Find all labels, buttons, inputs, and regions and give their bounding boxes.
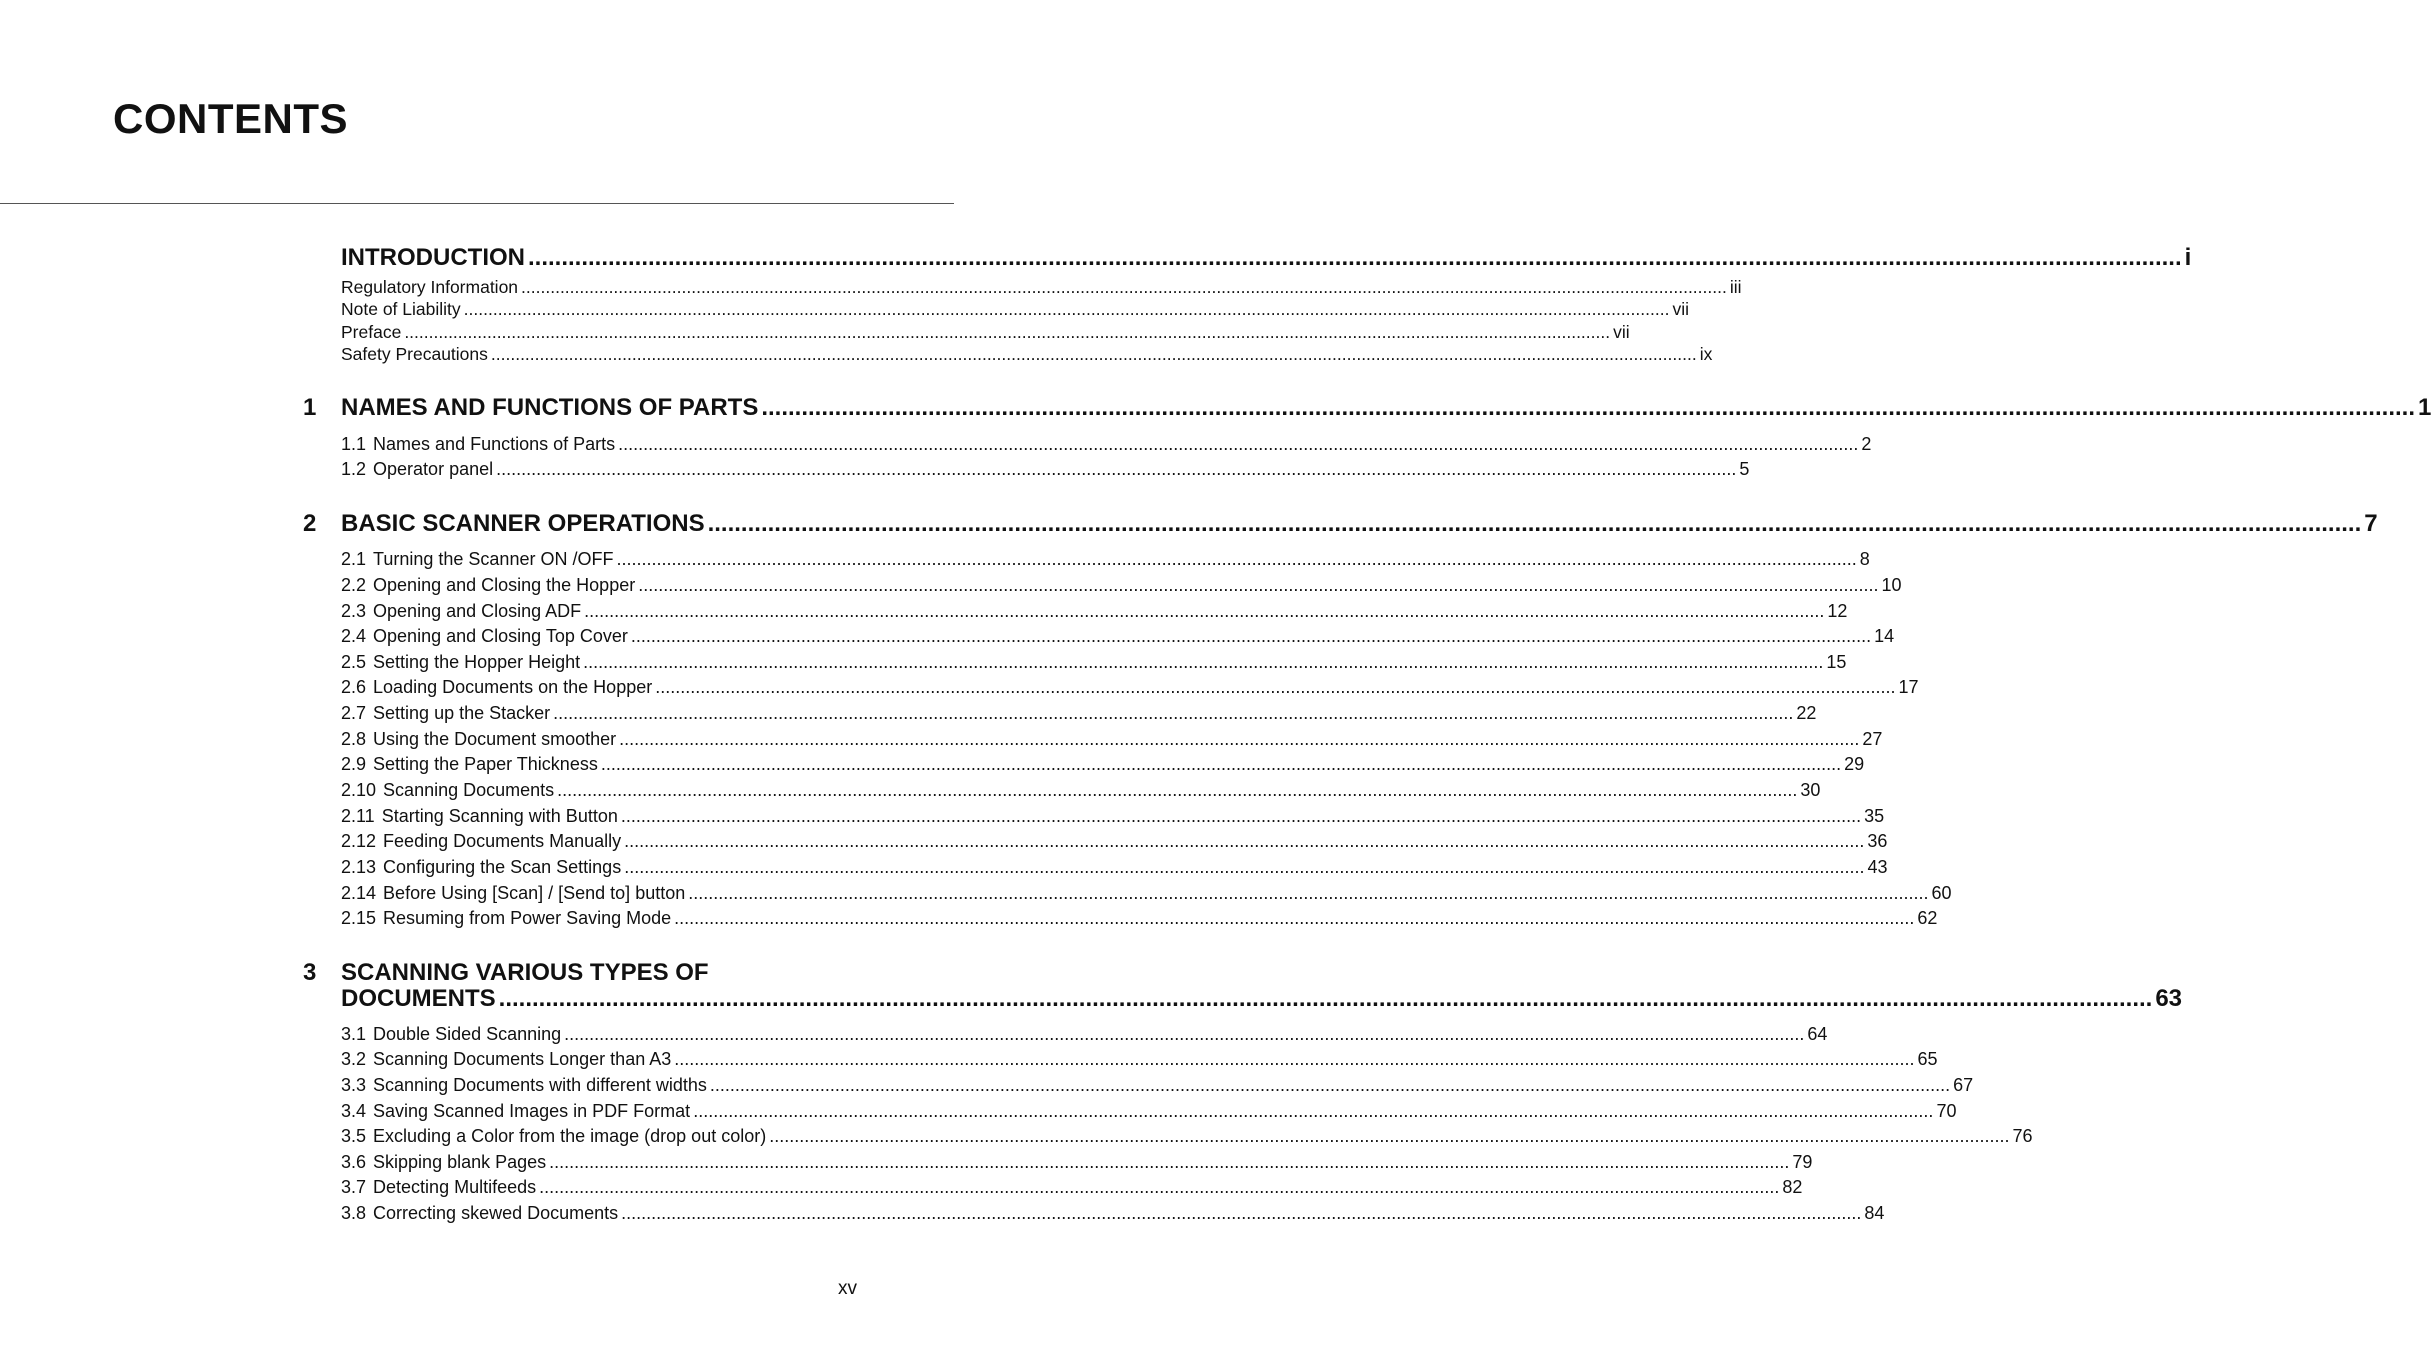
dot-leader	[584, 600, 1824, 622]
dot-leader	[499, 986, 2153, 1012]
dot-leader	[601, 753, 1841, 775]
dot-leader	[528, 245, 2182, 271]
dot-leader	[693, 1100, 1933, 1122]
toc-entry-page: vii	[1672, 299, 1689, 319]
toc-entry-title: Preface	[341, 322, 402, 342]
chapter-number: 2	[303, 510, 317, 537]
toc-entry-page: vii	[1613, 322, 1630, 342]
toc-entry-page: 64	[1807, 1024, 1828, 1044]
toc-entry-title: Regulatory Information	[341, 277, 519, 297]
toc-entry[interactable]	[341, 1048, 1938, 1070]
toc-entry-title: Scanning Documents with different widths	[373, 1075, 707, 1095]
toc-heading-page: i	[2184, 244, 2192, 271]
toc-entry[interactable]	[341, 625, 1895, 647]
dot-leader	[674, 1048, 1914, 1070]
chapter-title-line-2-row	[341, 985, 2183, 1012]
dot-leader	[564, 1023, 1804, 1045]
dot-leader	[621, 1202, 1861, 1224]
toc-entry-title: Turning the Scanner ON /OFF	[373, 549, 614, 569]
toc-entry-page: 30	[1800, 780, 1821, 800]
toc-entry-title: Saving Scanned Images in PDF Format	[373, 1101, 691, 1121]
dot-leader	[491, 343, 1697, 365]
toc-entry[interactable]	[341, 1023, 1828, 1045]
dot-leader	[631, 625, 1871, 647]
section-number: 2.1	[341, 549, 367, 569]
dot-leader	[761, 395, 2415, 421]
toc-entry-page: 60	[1931, 883, 1952, 903]
toc-entry-page: 8	[1859, 549, 1870, 569]
section-number: 2.14	[341, 883, 377, 903]
toc-entry-page: 12	[1827, 601, 1848, 621]
chapter-title: BASIC SCANNER OPERATIONS	[341, 510, 705, 537]
toc-entry-page: 2	[1861, 434, 1872, 454]
toc-entry-page: 15	[1826, 652, 1847, 672]
chapter-number: 3	[303, 959, 317, 986]
dot-leader	[710, 1074, 1950, 1096]
toc-entry-title: Note of Liability	[341, 299, 461, 319]
toc-chapter-3[interactable]	[303, 959, 2183, 1012]
section-number: 2.2	[341, 575, 367, 595]
dot-leader	[539, 1176, 1779, 1198]
toc-entry-title: Setting the Hopper Height	[373, 652, 581, 672]
section-number: 2.10	[341, 780, 377, 800]
toc-entry-page: 35	[1864, 806, 1885, 826]
dot-leader	[708, 511, 2362, 537]
toc-entry[interactable]	[341, 830, 1888, 852]
toc-entry-title: Names and Functions of Parts	[373, 434, 616, 454]
toc-entry[interactable]	[341, 1151, 1813, 1173]
toc-entry-title: Excluding a Color from the image (drop out color)	[373, 1126, 767, 1146]
toc-entry[interactable]	[341, 276, 1742, 298]
section-number: 1.1	[341, 434, 367, 454]
dot-leader	[616, 548, 1856, 570]
toc-entry[interactable]	[341, 433, 1872, 455]
dot-leader	[557, 779, 1797, 801]
toc-entry-page: 65	[1917, 1049, 1938, 1069]
dot-leader	[624, 830, 1864, 852]
toc-entry-title: Detecting Multifeeds	[373, 1177, 537, 1197]
toc-heading-introduction[interactable]	[341, 244, 2192, 271]
dot-leader	[404, 321, 1610, 343]
dot-leader	[464, 298, 1670, 320]
toc-entry[interactable]	[341, 676, 1919, 698]
toc-entry-page: 17	[1898, 677, 1919, 697]
toc-entry-page: 79	[1792, 1152, 1813, 1172]
toc-entry[interactable]	[341, 574, 1902, 596]
section-number: 2.9	[341, 754, 367, 774]
toc-entry-page: 70	[1936, 1101, 1957, 1121]
toc-entry-title: Loading Documents on the Hopper	[373, 677, 653, 697]
chapter-number: 1	[303, 394, 317, 421]
chapter-page: 7	[2364, 510, 2378, 537]
dot-leader	[549, 1151, 1789, 1173]
section-number: 2.8	[341, 729, 367, 749]
toc-entry[interactable]	[341, 343, 1713, 365]
section-number: 2.4	[341, 626, 367, 646]
toc-entry-title: Feeding Documents Manually	[383, 831, 622, 851]
toc-entry-title: Safety Precautions	[341, 344, 488, 364]
toc-entry-title: Setting up the Stacker	[373, 703, 551, 723]
page-title: CONTENTS	[113, 95, 348, 142]
dot-leader	[769, 1125, 2009, 1147]
toc-entry[interactable]	[341, 651, 1847, 673]
toc-entry-page: 67	[1953, 1075, 1974, 1095]
section-number: 2.11	[341, 806, 375, 826]
chapter-title-line-2: DOCUMENTS	[341, 985, 496, 1012]
section-number: 3.4	[341, 1101, 367, 1121]
toc-entry-page: 10	[1881, 575, 1902, 595]
section-number: 2.15	[341, 908, 377, 928]
toc-entry-title: Operator panel	[373, 459, 494, 479]
dot-leader	[618, 433, 1858, 455]
toc-entry[interactable]	[341, 298, 1689, 320]
chapter-title: NAMES AND FUNCTIONS OF PARTS	[341, 394, 759, 421]
toc-entry[interactable]	[341, 1202, 1885, 1224]
toc-entry-title: Resuming from Power Saving Mode	[383, 908, 672, 928]
toc-entry-title: Using the Document smoother	[373, 729, 617, 749]
section-number: 3.3	[341, 1075, 367, 1095]
toc-entry-title: Before Using [Scan] / [Send to] button	[383, 883, 686, 903]
toc-entry[interactable]	[341, 779, 1821, 801]
toc-entry-page: 84	[1864, 1203, 1885, 1223]
dot-leader	[583, 651, 1823, 673]
toc-entry-title: Double Sided Scanning	[373, 1024, 562, 1044]
toc-entry-title: Skipping blank Pages	[373, 1152, 547, 1172]
toc-entry-title: Opening and Closing the Hopper	[373, 575, 636, 595]
dot-leader	[553, 702, 1793, 724]
toc-entry[interactable]	[341, 728, 1883, 750]
dot-leader	[624, 856, 1864, 878]
dot-leader	[496, 458, 1736, 480]
toc-heading-title: INTRODUCTION	[341, 244, 525, 271]
toc-entry-page: 36	[1867, 831, 1888, 851]
toc-entry-title: Opening and Closing ADF	[373, 601, 582, 621]
chapter-title-line-1: SCANNING VARIOUS TYPES OF	[341, 959, 709, 986]
chapter-page: 1	[2417, 394, 2431, 421]
toc-entry[interactable]	[341, 600, 1848, 622]
toc-entry-page: 76	[2012, 1126, 2033, 1146]
section-number: 2.12	[341, 831, 377, 851]
section-number: 3.5	[341, 1126, 367, 1146]
section-number: 3.1	[341, 1024, 367, 1044]
toc-entry-page: 22	[1796, 703, 1817, 723]
toc-entry-title: Scanning Documents	[383, 780, 555, 800]
dot-leader	[621, 805, 1861, 827]
toc-entry[interactable]	[341, 882, 1952, 904]
section-number: 3.2	[341, 1049, 367, 1069]
dot-leader	[638, 574, 1878, 596]
toc-entry-page: 14	[1874, 626, 1895, 646]
toc-entry-title: Setting the Paper Thickness	[373, 754, 598, 774]
section-number: 3.6	[341, 1152, 367, 1172]
dot-leader	[521, 276, 1727, 298]
toc-entry-page: 27	[1862, 729, 1883, 749]
toc-entry-page: 29	[1844, 754, 1865, 774]
chapter-page: 63	[2155, 985, 2183, 1012]
section-number: 1.2	[341, 459, 367, 479]
toc-entry[interactable]	[341, 1125, 2033, 1147]
toc-entry-page: 62	[1917, 908, 1938, 928]
section-number: 3.7	[341, 1177, 367, 1197]
toc-entry[interactable]	[341, 702, 1817, 724]
toc-entry-title: Starting Scanning with Button	[381, 806, 618, 826]
toc-entry[interactable]	[341, 753, 1865, 775]
section-number: 3.8	[341, 1203, 367, 1223]
toc-entry[interactable]	[341, 856, 1888, 878]
section-number: 2.6	[341, 677, 367, 697]
toc-chapter-2[interactable]	[303, 510, 2378, 537]
toc-chapter-1[interactable]	[303, 394, 2431, 421]
toc-entry-title: Configuring the Scan Settings	[383, 857, 622, 877]
section-number: 2.13	[341, 857, 377, 877]
toc-entry[interactable]	[341, 548, 1870, 570]
section-number: 2.5	[341, 652, 367, 672]
toc-entry[interactable]	[341, 1176, 1803, 1198]
toc-entry[interactable]	[341, 1074, 1974, 1096]
header-divider	[0, 203, 954, 204]
toc-entry[interactable]	[341, 458, 1750, 480]
toc-entry-page: 82	[1782, 1177, 1803, 1197]
dot-leader	[674, 907, 1914, 929]
section-number: 2.3	[341, 601, 367, 621]
toc-entry-page: ix	[1699, 344, 1713, 364]
page-number: xv	[838, 1278, 857, 1299]
toc-entry[interactable]	[341, 805, 1885, 827]
toc-entry-page: iii	[1729, 277, 1742, 297]
toc-entry-page: 5	[1739, 459, 1750, 479]
dot-leader	[655, 676, 1895, 698]
toc-entry-title: Scanning Documents Longer than A3	[373, 1049, 672, 1069]
toc-entry-title: Correcting skewed Documents	[373, 1203, 619, 1223]
dot-leader	[688, 882, 1928, 904]
dot-leader	[619, 728, 1859, 750]
toc-entry-title: Opening and Closing Top Cover	[373, 626, 628, 646]
toc-entry[interactable]	[341, 907, 1938, 929]
section-number: 2.7	[341, 703, 367, 723]
toc-entry[interactable]	[341, 1100, 1957, 1122]
toc-entry-page: 43	[1867, 857, 1888, 877]
toc-entry[interactable]	[341, 321, 1630, 343]
